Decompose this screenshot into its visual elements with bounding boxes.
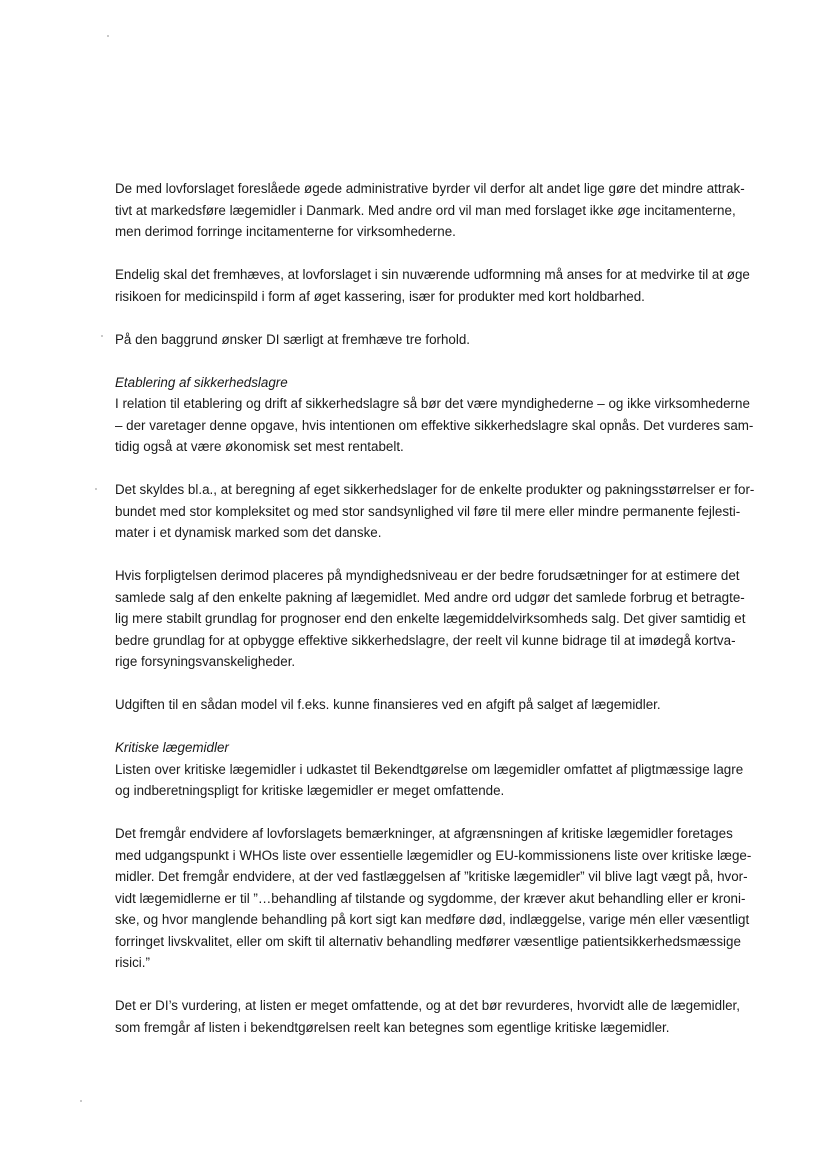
paragraph-administrative-burdens: De med lovforslaget foreslåede øgede administrative byrder vil derfor alt andet lige gøre det mindre attrak- tivt at markedsføre lægemidler i Danmark. Med andre ord vil man med forslaget ikke øge incitamenterne, men derimod forringe incitamenterne for virksomhederne. bbox=[115, 181, 745, 239]
paragraph-medicine-waste: Endelig skal det fremhæves, at lovforslaget i sin nuværende udformning må anses for at medvirke til at øge risikoen for medicinspild i form af øget kassering, især for produkter med kort holdbarhed. bbox=[115, 267, 750, 304]
section-safety-stocks bbox=[115, 372, 760, 458]
document-page bbox=[115, 178, 760, 1060]
paragraph-safety-stocks-intro: I relation til etablering og drift af sikkerhedslagre så bør det være myndighederne – og ikke virksomhederne – der varetager denne opgave, hvis intentionen om effektive sikkerhedslagre skal opnås. Det vurderes sam- tidig også at være økonomisk set mest rentabelt. bbox=[115, 396, 754, 454]
section-heading: Kritiske lægemidler bbox=[115, 740, 229, 755]
paragraph-authority-level: Hvis forpligtelsen derimod placeres på myndighedsniveau er der bedre forudsætninger for at estimere det samlede salg af den enkelte pakning af lægemidlet. Med andre ord udgør det samlede forbrug et betragte- lig mere stabilt grundlag for prognoser end den enkelte lægemiddelvirksomheds salg. Det giver samtidig et bedre grundlag for at opbygge effektive sikkerhedslagre, der reelt vil kunne bidrage til at imødegå kortva- rige forsyningsvanskeligheder. bbox=[115, 568, 746, 669]
section-critical-medicines bbox=[115, 737, 760, 802]
paragraph-critical-list: Listen over kritiske lægemidler i udkastet til Bekendtgørelse om lægemidler omfattet af pligtmæssige lagre og indberetningspligt for kritiske lægemidler er meget omfattende. bbox=[115, 761, 744, 798]
paragraph-delimitation: Det fremgår endvidere af lovforslagets bemærkninger, at afgrænsningen af kritiske lægemidler foretages med udgangspunkt i WHOs liste over essentielle lægemidler og EU-kommissionens liste over kritiske læge- midler. Det fremgår endvidere, at der ved fastlæggelsen af ”kritiske lægemidler” vil blive lagt vægt på, hvor- vidt lægemidlerne er til ”…behandling af tilstande og sygdomme, der kræver akut behandling eller er kroni- ske, og hvor manglende behandling på kort sigt kan medføre død, indlæggelse, varige mén eller væsentligt forringet livskvalitet, eller om skift til alternativ behandling medfører væsentlige patientsikkerhedsmæssige risici.” bbox=[115, 826, 752, 970]
scan-speck bbox=[101, 335, 103, 337]
paragraph-three-points: På den baggrund ønsker DI særligt at fremhæve tre forhold. bbox=[115, 331, 471, 347]
section-heading: Etablering af sikkerhedslagre bbox=[115, 374, 288, 390]
paragraph-financing: Udgiften til en sådan model vil f.eks. kunne finansieres ved en afgift på salget af lægemidler. bbox=[115, 697, 661, 712]
scan-speck bbox=[107, 35, 109, 37]
scan-speck bbox=[80, 1100, 82, 1102]
paragraph-complexity: Det skyldes bl.a., at beregning af eget sikkerhedslager for de enkelte produkter og pakningsstørrelser er for- bundet med stor kompleksitet og med stor sandsynlighed vil føre til mere eller mindre permanente fejlesti- mater i et dynamisk marked som det danske. bbox=[115, 482, 755, 540]
scan-speck bbox=[95, 488, 97, 490]
paragraph-di-assessment: Det er DI’s vurdering, at listen er meget omfattende, og at det bør revurderes, hvorvidt alle de lægemidler, som fremgår af listen i bekendtgørelsen reelt kan betegnes som egentlige kritiske lægemidler. bbox=[115, 998, 740, 1035]
